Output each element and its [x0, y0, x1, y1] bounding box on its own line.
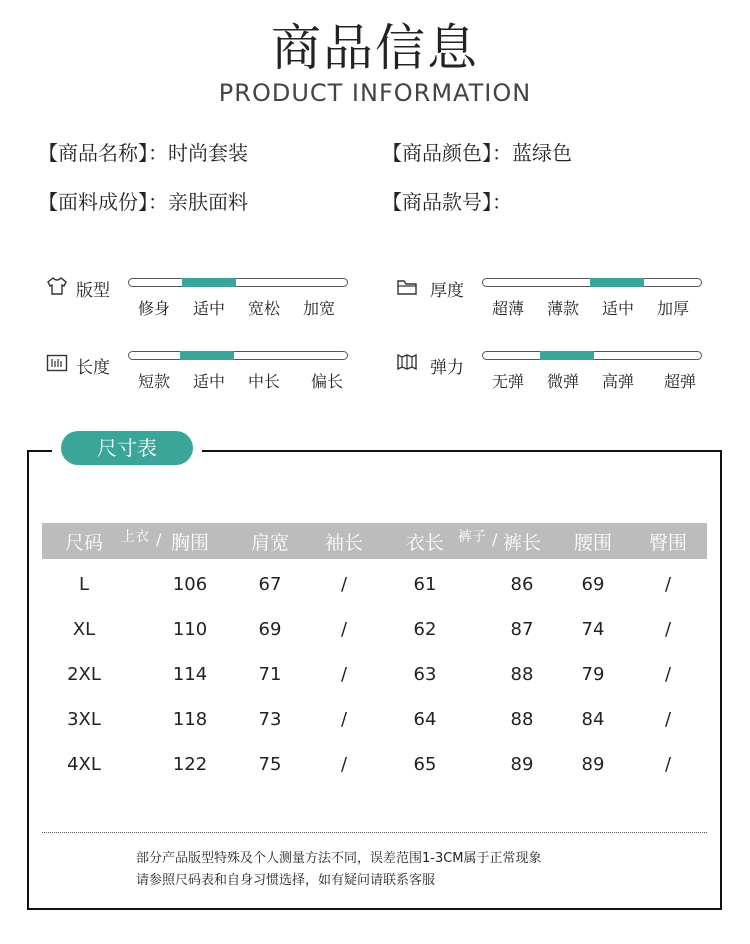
elasticity-option: 高弹 [601, 372, 635, 391]
elasticity-option: 微弹 [546, 372, 580, 391]
top-group-label: 上衣 [121, 529, 149, 545]
page-title: 商品信息 [271, 19, 479, 77]
table-cell: / [340, 709, 348, 730]
model-row [382, 186, 512, 215]
table-cell: 64 [413, 709, 437, 730]
page-subtitle: PRODUCT INFORMATION [218, 79, 532, 107]
product-color-label: 【商品颜色】： [382, 141, 512, 165]
table-cell: 65 [413, 754, 437, 775]
table-cell: / [664, 664, 672, 685]
elasticity-slider-fill [540, 351, 594, 360]
fabric-value: 亲肤面料 [168, 190, 248, 214]
fit-option: 修身 [137, 299, 171, 318]
table-cell: 71 [258, 664, 282, 685]
table-cell: 67 [258, 574, 282, 595]
table-cell: 63 [413, 664, 437, 685]
product-color-row [382, 137, 572, 166]
table-cell: / [340, 619, 348, 640]
table-cell: 62 [413, 619, 437, 640]
table-cell: / [664, 754, 672, 775]
length-option: 短款 [137, 372, 171, 391]
fit-slider [128, 278, 348, 287]
size-table-box [27, 450, 722, 910]
table-cell: / [664, 709, 672, 730]
table-cell: 88 [510, 664, 534, 685]
model-label: 【商品款号】： [382, 190, 512, 214]
product-name-value: 时尚套装 [168, 141, 248, 165]
elasticity-option: 无弹 [491, 372, 525, 391]
length-option: 适中 [192, 372, 226, 391]
col-header-size: 尺码 [64, 532, 104, 554]
table-cell: 3XL [67, 709, 101, 730]
attr-elasticity-label: 弹力 [430, 358, 464, 378]
fit-option: 宽松 [247, 299, 281, 318]
stretch-icon [396, 351, 418, 373]
thickness-option: 薄款 [546, 299, 580, 318]
table-cell: L [78, 574, 90, 595]
col-header-top-length: 衣长 [405, 532, 445, 554]
product-name-label: 【商品名称】： [38, 141, 168, 165]
thickness-option: 适中 [601, 299, 635, 318]
table-cell: 122 [172, 754, 208, 775]
table-cell: 73 [258, 709, 282, 730]
col-header-waist: 腰围 [573, 532, 613, 554]
col-header-hip: 臀围 [648, 532, 688, 554]
table-cell: 114 [172, 664, 208, 685]
table-cell: 118 [172, 709, 208, 730]
table-cell: 110 [172, 619, 208, 640]
attr-thickness-label: 厚度 [430, 281, 464, 301]
attr-fit-label: 版型 [76, 281, 110, 301]
slash-divider: ∕ [156, 530, 162, 549]
product-color-value: 蓝绿色 [512, 141, 572, 165]
length-option: 中长 [247, 372, 281, 391]
pants-group-label: 裤子 [458, 529, 486, 545]
table-cell: 74 [581, 619, 605, 640]
thickness-option: 超薄 [491, 299, 525, 318]
table-cell: 4XL [67, 754, 101, 775]
table-cell: 86 [510, 574, 534, 595]
product-name-row [38, 137, 248, 166]
table-cell: / [664, 619, 672, 640]
table-cell: / [340, 754, 348, 775]
shirt-icon [46, 275, 68, 297]
table-cell: 69 [581, 574, 605, 595]
note-line-1: 部分产品版型特殊及个人测量方法不同，误差范围1-3CM属于正常现象 [136, 851, 542, 866]
fit-option: 加宽 [302, 299, 336, 318]
col-header-pants-length: 裤长 [502, 532, 542, 554]
table-cell: XL [72, 619, 96, 640]
table-cell: / [340, 664, 348, 685]
table-cell: 89 [581, 754, 605, 775]
length-slider [128, 351, 348, 360]
attr-length-label: 长度 [76, 358, 110, 378]
col-header-sleeve: 袖长 [324, 532, 364, 554]
table-cell: 87 [510, 619, 534, 640]
ruler-icon [46, 352, 68, 374]
note-line-2: 请参照尺码表和自身习惯选择，如有疑问请联系客服 [136, 873, 436, 888]
table-cell: 84 [581, 709, 605, 730]
fit-slider-fill [182, 278, 236, 287]
elasticity-option: 超弹 [663, 372, 697, 391]
elasticity-slider [482, 351, 702, 360]
fit-option: 适中 [192, 299, 226, 318]
table-cell: 2XL [67, 664, 101, 685]
size-table-tab: 尺寸表 [61, 431, 193, 465]
col-header-chest: 胸围 [170, 532, 210, 554]
thickness-option: 加厚 [656, 299, 690, 318]
fabric-row [38, 186, 248, 215]
table-cell: 106 [172, 574, 208, 595]
thickness-slider-fill [590, 278, 644, 287]
table-cell: 75 [258, 754, 282, 775]
table-cell: 89 [510, 754, 534, 775]
thickness-slider [482, 278, 702, 287]
divider [42, 832, 707, 833]
table-cell: / [664, 574, 672, 595]
slash-divider: ∕ [492, 530, 498, 549]
table-cell: 88 [510, 709, 534, 730]
table-cell: / [340, 574, 348, 595]
table-cell: 61 [413, 574, 437, 595]
length-slider-fill [180, 351, 234, 360]
col-header-shoulder: 肩宽 [250, 532, 290, 554]
table-cell: 69 [258, 619, 282, 640]
table-cell: 79 [581, 664, 605, 685]
folder-icon [396, 276, 418, 298]
length-option: 偏长 [310, 372, 344, 391]
fabric-label: 【面料成份】： [38, 190, 168, 214]
